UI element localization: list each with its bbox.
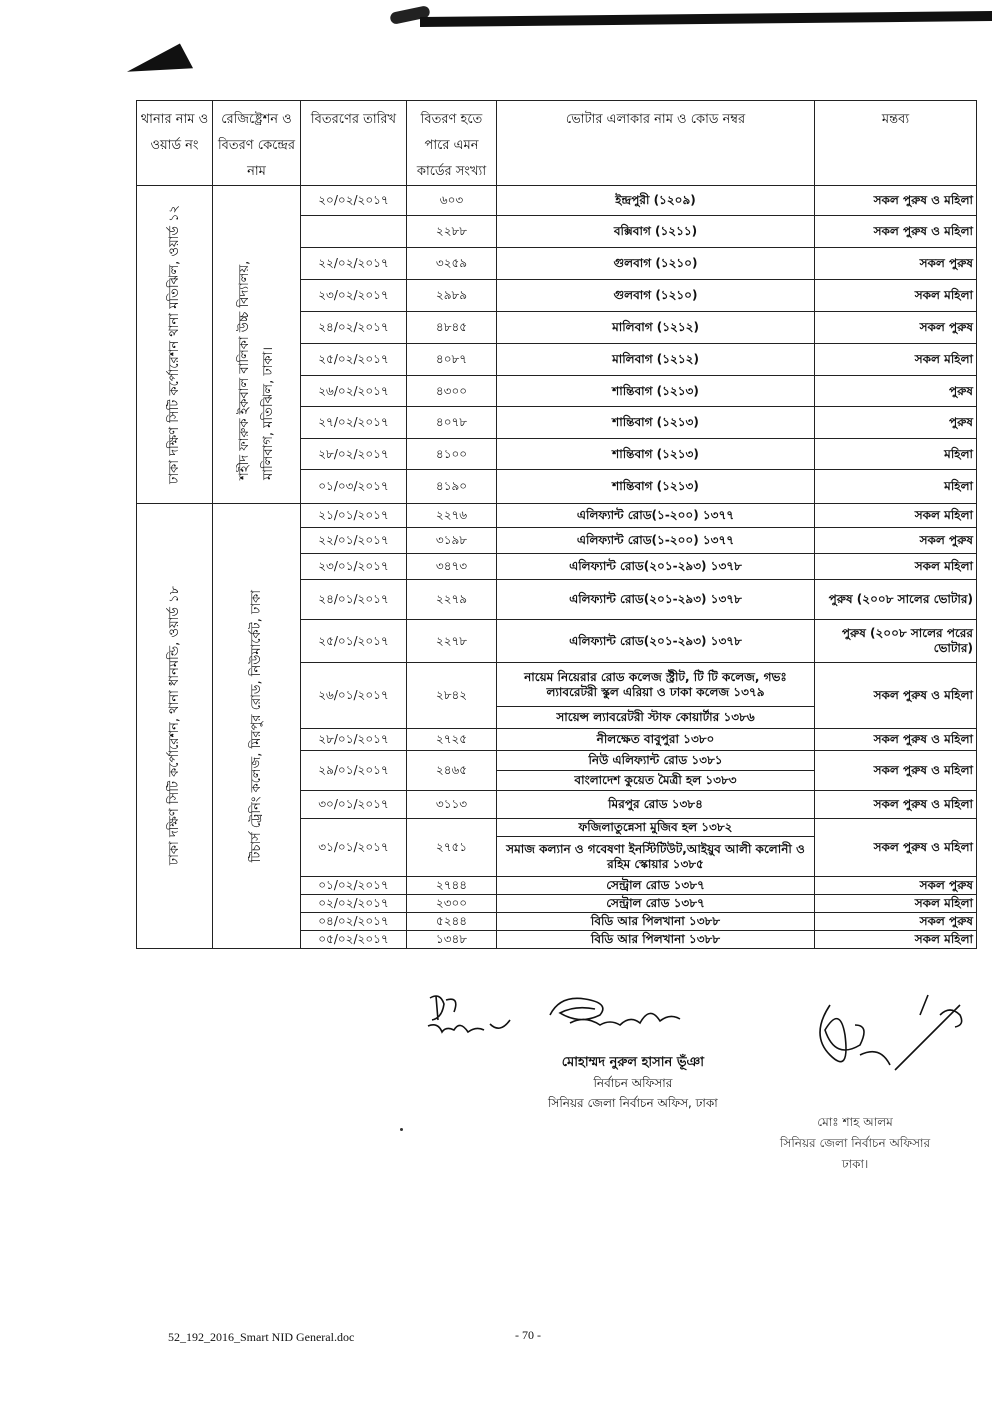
officer-name: মোহাম্মদ নুরুল হাসান ভূঁঞা [561,1055,705,1070]
area-cell: সায়েন্স ল্যাবরেটরী স্টাফ কোয়ার্টার ১৩৮৬ [497,707,815,729]
table-header [137,101,977,186]
scan-artifact [400,1128,403,1131]
scan-artifact [420,11,992,27]
area-cell: শান্তিবাগ (১২১৩) [497,439,815,470]
count-cell: ২৭৪৪ [407,877,497,895]
area-cell: বক্সিবাগ (১২১১) [497,216,815,248]
date-cell: ২৯/০১/২০১৭ [301,751,407,791]
date-cell [301,216,407,248]
count-cell: ৩২৫৯ [407,248,497,280]
area-cell: শান্তিবাগ (১২১৩) [497,470,815,504]
count-cell: ৪১০০ [407,439,497,470]
date-cell: ৩০/০১/২০১৭ [301,791,407,819]
header-remark: মন্তব্য [815,101,977,186]
remark-cell: মহিলা [815,439,977,470]
area-cell: শান্তিবাগ (১২১৩) [497,376,815,407]
area-cell: নিউ এলিফ্যান্ট রোড ১৩৮১ [497,751,815,771]
stamp-line-3: ঢাকা। [841,1157,869,1171]
officer-office: সিনিয়র জেলা নির্বাচন অফিস, ঢাকা [548,1096,718,1110]
officer-stamp [780,1112,930,1175]
area-cell: সেন্ট্রাল রোড ১৩৮৭ [497,895,815,913]
date-cell: ৩১/০১/২০১৭ [301,819,407,877]
area-cell: এলিফ্যান্ট রোড(১-২০০) ১৩৭৭ [497,528,815,554]
remark-cell: সকল পুরুষ [815,248,977,280]
date-cell: ২৫/০২/২০১৭ [301,344,407,376]
date-cell: ২২/০১/২০১৭ [301,528,407,554]
count-cell: ১৩৪৮ [407,931,497,949]
date-cell: ২৮/০১/২০১৭ [301,729,407,751]
remark-cell: সকল পুরুষ [815,312,977,344]
date-cell: ০২/০২/২০১৭ [301,895,407,913]
remark-cell: সকল পুরুষ ও মহিলা [815,663,977,729]
count-cell: ২৭৫১ [407,819,497,877]
count-cell: ২৮৪২ [407,663,497,729]
date-cell: ২৪/০২/২০১৭ [301,312,407,344]
area-cell: সমাজ কল্যান ও গবেষণা ইনস্টিটিউট,আইয়ুব আলী কলোনী ও রহিম স্কোয়ার ১৩৮৫ [497,837,815,877]
date-cell: ২২/০২/২০১৭ [301,248,407,280]
date-cell: ২৮/০২/২০১৭ [301,439,407,470]
date-cell: ০৪/০২/২০১৭ [301,913,407,931]
count-cell: ৪০৭৮ [407,407,497,439]
remark-cell: সকল পুরুষ ও মহিলা [815,791,977,819]
date-cell: ০৫/০২/২০১৭ [301,931,407,949]
date-cell: ২৫/০১/২০১৭ [301,620,407,663]
area-cell: বাংলাদেশ কুয়েত মৈত্রী হল ১৩৮৩ [497,771,815,791]
remark-cell: পুরুষ [815,376,977,407]
count-cell: ২২৭৬ [407,504,497,528]
table-row [137,186,977,216]
scan-artifact [127,44,193,97]
remark-cell: সকল পুরুষ ও মহিলা [815,751,977,791]
area-cell: বিডি আর পিলখানা ১৩৮৮ [497,931,815,949]
area-cell: গুলবাগ (১২১০) [497,248,815,280]
group2-thana: ঢাকা দক্ষিণ সিটি কর্পোরেশন, থানা ধানমন্ডি, ওয়ার্ড ১৮ [166,586,182,866]
count-cell: ২৪৬৫ [407,751,497,791]
remark-cell: সকল পুরুষ [815,877,977,895]
area-cell: এলিফ্যান্ট রোড(২০১-২৯৩) ১৩৭৮ [497,580,815,620]
table-row [137,504,977,528]
date-cell: ২৬/০১/২০১৭ [301,663,407,729]
count-cell: ৩১৯৮ [407,528,497,554]
remark-cell: পুরুষ (২০০৮ সালের ভোটার) [815,580,977,620]
area-cell: মালিবাগ (১২১২) [497,344,815,376]
area-cell: সেন্ট্রাল রোড ১৩৮৭ [497,877,815,895]
group1-center: শহীদ ফারুক ইকবাল বালিকা উচ্চ বিদ্যালয়, মালিবাগ, মতিঝিল, ঢাকা। [236,260,276,480]
count-cell: ৪৮৪৫ [407,312,497,344]
count-cell: ২২৭৮ [407,620,497,663]
remark-cell: সকল পুরুষ ও মহিলা [815,819,977,877]
group1-thana-cell [137,186,213,504]
remark-cell: সকল পুরুষ ও মহিলা [815,186,977,216]
group1-center-cell [213,186,301,504]
group1-thana: ঢাকা দক্ষিণ সিটি কর্পোরেশন থানা মতিঝিল, ওয়ার্ড ১২ [166,205,182,484]
date-cell: ২৭/০২/২০১৭ [301,407,407,439]
count-cell: ২৯৮৯ [407,280,497,312]
signature-initial-2 [540,985,690,1035]
remark-cell: সকল পুরুষ ও মহিলা [815,729,977,751]
date-cell: ২৬/০২/২০১৭ [301,376,407,407]
remark-cell: সকল পুরুষ [815,913,977,931]
count-cell: ২৩০০ [407,895,497,913]
header-thana: থানার নাম ও ওয়ার্ড নং [137,101,213,186]
count-cell: ২২৭৯ [407,580,497,620]
remark-cell: সকল মহিলা [815,504,977,528]
header-count: বিতরণ হতে পারে এমন কার্ডের সংখ্যা [407,101,497,186]
header-date: বিতরণের তারিখ [301,101,407,186]
area-cell: ফজিলাতুন্নেসা মুজিব হল ১৩৮২ [497,819,815,837]
date-cell: ২০/০২/২০১৭ [301,186,407,216]
date-cell: ২১/০১/২০১৭ [301,504,407,528]
signature-initial-1 [420,990,530,1040]
count-cell: ৪১৯০ [407,470,497,504]
remark-cell: পুরুষ [815,407,977,439]
group2-center: টিচার্স ট্রেনিং কলেজ, মিরপুর রোড, নিউমার্কেট, ঢাকা [248,589,264,863]
area-cell: নায়েম নিয়েরার রোড কলেজ স্ট্রীট, টি টি কলেজ, গভঃ ল্যাবরেটরী স্কুল এরিয়া ও ঢাকা কলেজ ১৩৭৯ [497,663,815,707]
officer-title: নির্বাচন অফিসার [593,1076,673,1090]
count-cell: ৬০৩ [407,186,497,216]
stamp-line-2: সিনিয়র জেলা নির্বাচন অফিসার [780,1136,931,1150]
remark-cell: সকল মহিলা [815,344,977,376]
signature-initial-3 [800,985,980,1095]
distribution-table [136,100,977,949]
area-cell: শান্তিবাগ (১২১৩) [497,407,815,439]
remark-cell: সকল মহিলা [815,554,977,580]
area-cell: ইন্দ্রপুরী (১২০৯) [497,186,815,216]
count-cell: ৫২৪৪ [407,913,497,931]
group2-thana-cell [137,504,213,949]
date-cell: ০১/০২/২০১৭ [301,877,407,895]
area-cell: মালিবাগ (১২১২) [497,312,815,344]
date-cell: ২৪/০১/২০১৭ [301,580,407,620]
header-center: রেজিষ্ট্রেশন ও বিতরণ কেন্দ্রের নাম [213,101,301,186]
remark-cell: মহিলা [815,470,977,504]
count-cell: ৩১১৩ [407,791,497,819]
area-cell: এলিফ্যান্ট রোড(১-২০০) ১৩৭৭ [497,504,815,528]
area-cell: নীলক্ষেত বাবুপুরা ১৩৮০ [497,729,815,751]
page-number: - 70 - [515,1328,541,1342]
area-cell: মিরপুর রোড ১৩৮৪ [497,791,815,819]
header-area: ভোটার এলাকার নাম ও কোড নম্বর [497,101,815,186]
area-cell: এলিফ্যান্ট রোড(২০১-২৯৩) ১৩৭৮ [497,620,815,663]
remark-cell: সকল মহিলা [815,931,977,949]
stamp-line-1: মোঃ শাহ আলম [817,1115,893,1129]
officer-block [548,1053,718,1113]
remark-cell: সকল পুরুষ [815,528,977,554]
count-cell: ২৭২৫ [407,729,497,751]
remark-cell: পুরুষ (২০০৮ সালের পরের ভোটার) [815,620,977,663]
remark-cell: সকল মহিলা [815,895,977,913]
remark-cell: সকল পুরুষ ও মহিলা [815,216,977,248]
count-cell: ৩৪৭৩ [407,554,497,580]
date-cell: ২৩/০১/২০১৭ [301,554,407,580]
count-cell: ৪৩০০ [407,376,497,407]
area-cell: এলিফ্যান্ট রোড(২০১-২৯৩) ১৩৭৮ [497,554,815,580]
date-cell: ২৩/০২/২০১৭ [301,280,407,312]
area-cell: গুলবাগ (১২১০) [497,280,815,312]
remark-cell: সকল মহিলা [815,280,977,312]
area-cell: বিডি আর পিলখানা ১৩৮৮ [497,913,815,931]
count-cell: ৪০৮৭ [407,344,497,376]
group2-center-cell [213,504,301,949]
count-cell: ২২৮৮ [407,216,497,248]
footer-filename: 52_192_2016_Smart NID General.doc [168,1330,355,1344]
date-cell: ০১/০৩/২০১৭ [301,470,407,504]
